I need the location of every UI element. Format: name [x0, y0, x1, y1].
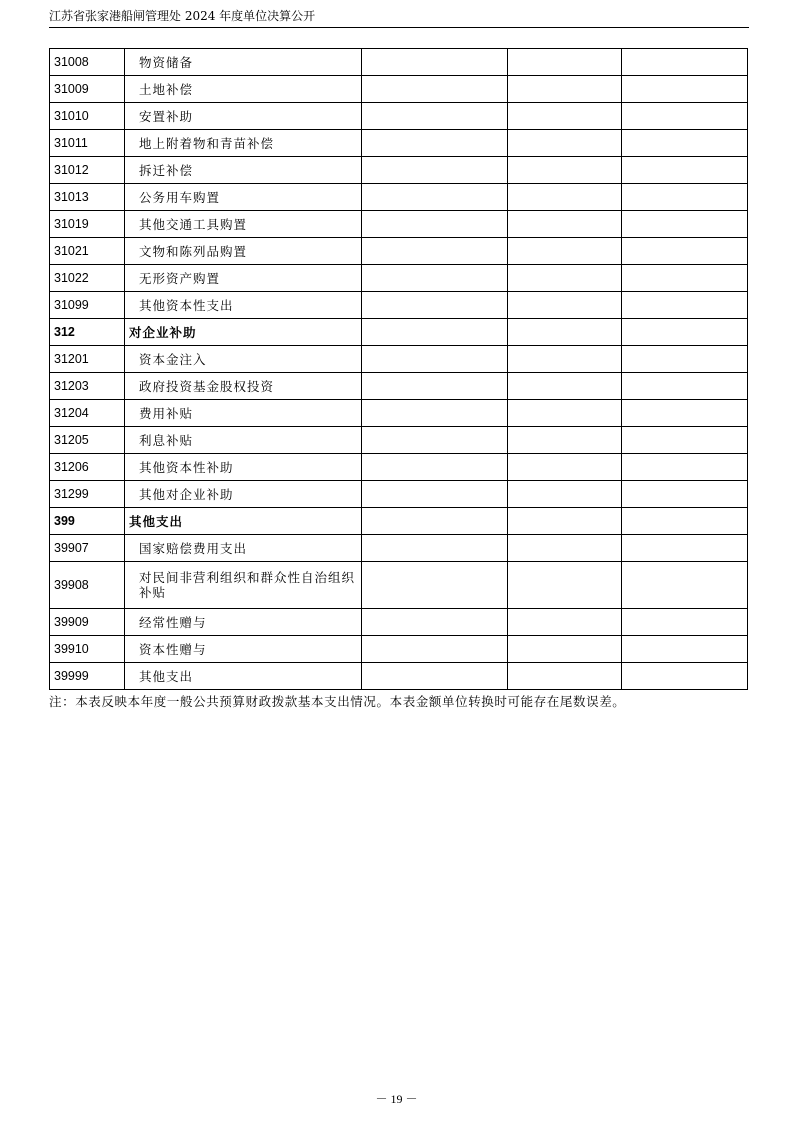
table-row [50, 103, 748, 130]
amount-cell [362, 265, 508, 292]
amount-cell [508, 609, 622, 636]
amount-cell [508, 103, 622, 130]
subject-name-cell: 其他交通工具购置 [125, 211, 362, 238]
amount-cell [362, 454, 508, 481]
amount-cell [508, 238, 622, 265]
table-row [50, 400, 748, 427]
table-row [50, 265, 748, 292]
amount-cell [508, 211, 622, 238]
subject-code-cell: 31009 [50, 76, 125, 103]
amount-cell [508, 663, 622, 690]
amount-cell [508, 346, 622, 373]
table-row [50, 454, 748, 481]
amount-cell [362, 292, 508, 319]
amount-cell [622, 130, 748, 157]
page-number: － 19 － [375, 1092, 418, 1106]
amount-cell [622, 373, 748, 400]
subject-name-cell: 其他支出 [125, 508, 362, 535]
amount-cell [622, 103, 748, 130]
subject-code-cell: 31013 [50, 184, 125, 211]
amount-cell [508, 157, 622, 184]
amount-cell [622, 265, 748, 292]
amount-cell [622, 346, 748, 373]
subject-name-cell: 其他对企业补助 [125, 481, 362, 508]
table-row [50, 157, 748, 184]
subject-code-cell: 31299 [50, 481, 125, 508]
subject-code-cell: 31008 [50, 49, 125, 76]
subject-name-cell: 国家赔偿费用支出 [125, 535, 362, 562]
table-body [50, 49, 748, 690]
amount-cell [622, 238, 748, 265]
subject-code-cell: 39908 [50, 562, 125, 609]
subject-code-cell: 31201 [50, 346, 125, 373]
amount-cell [362, 562, 508, 609]
category-row [50, 319, 748, 346]
amount-cell [362, 157, 508, 184]
amount-cell [508, 184, 622, 211]
amount-cell [508, 400, 622, 427]
table-row [50, 663, 748, 690]
amount-cell [362, 663, 508, 690]
table-row [50, 76, 748, 103]
amount-cell [508, 636, 622, 663]
subject-name-cell: 拆迁补偿 [125, 157, 362, 184]
subject-name-cell: 公务用车购置 [125, 184, 362, 211]
subject-code-cell: 31010 [50, 103, 125, 130]
amount-cell [622, 157, 748, 184]
amount-cell [508, 265, 622, 292]
table-row [50, 211, 748, 238]
amount-cell [362, 319, 508, 346]
table-row [50, 373, 748, 400]
subject-name-cell: 无形资产购置 [125, 265, 362, 292]
subject-name-cell: 资本性赠与 [125, 636, 362, 663]
table-row [50, 535, 748, 562]
subject-code-cell: 39907 [50, 535, 125, 562]
amount-cell [508, 49, 622, 76]
subject-code-cell: 31206 [50, 454, 125, 481]
amount-cell [362, 238, 508, 265]
subject-name-cell: 费用补贴 [125, 400, 362, 427]
amount-cell [508, 130, 622, 157]
table-row [50, 292, 748, 319]
subject-name-cell: 物资储备 [125, 49, 362, 76]
amount-cell [362, 211, 508, 238]
amount-cell [362, 609, 508, 636]
amount-cell [508, 427, 622, 454]
subject-code-cell: 39999 [50, 663, 125, 690]
amount-cell [622, 400, 748, 427]
amount-cell [622, 292, 748, 319]
amount-cell [508, 454, 622, 481]
table-row [50, 238, 748, 265]
subject-code-cell: 39910 [50, 636, 125, 663]
category-row [50, 508, 748, 535]
subject-name-cell: 土地补偿 [125, 76, 362, 103]
amount-cell [508, 292, 622, 319]
amount-cell [622, 76, 748, 103]
subject-name-cell: 其他支出 [125, 663, 362, 690]
subject-code-cell: 31012 [50, 157, 125, 184]
subject-name-cell: 文物和陈列品购置 [125, 238, 362, 265]
table-row [50, 427, 748, 454]
amount-cell [622, 535, 748, 562]
amount-cell [362, 49, 508, 76]
subject-code-cell: 39909 [50, 609, 125, 636]
subject-name-cell: 经常性赠与 [125, 609, 362, 636]
running-header: 江苏省张家港船闸管理处 2024 年度单位决算公开 [49, 8, 749, 28]
expenditure-table [49, 48, 748, 690]
subject-name-cell: 其他资本性补助 [125, 454, 362, 481]
amount-cell [362, 130, 508, 157]
amount-cell [362, 636, 508, 663]
subject-name-cell: 地上附着物和青苗补偿 [125, 130, 362, 157]
table-row [50, 130, 748, 157]
amount-cell [362, 427, 508, 454]
amount-cell [362, 76, 508, 103]
subject-name-cell: 安置补助 [125, 103, 362, 130]
amount-cell [622, 609, 748, 636]
amount-cell [362, 508, 508, 535]
amount-cell [362, 400, 508, 427]
table-row [50, 481, 748, 508]
table-row [50, 562, 748, 609]
amount-cell [362, 184, 508, 211]
amount-cell [508, 76, 622, 103]
amount-cell [362, 535, 508, 562]
subject-code-cell: 31011 [50, 130, 125, 157]
table-note: 注：本表反映本年度一般公共预算财政拨款基本支出情况。本表金额单位转换时可能存在尾数误差。 [49, 694, 626, 709]
amount-cell [622, 481, 748, 508]
amount-cell [622, 211, 748, 238]
amount-cell [508, 481, 622, 508]
subject-name-cell: 对民间非营利组织和群众性自治组织补贴 [125, 562, 362, 609]
amount-cell [622, 562, 748, 609]
table-row [50, 609, 748, 636]
amount-cell [622, 454, 748, 481]
subject-name-cell: 对企业补助 [125, 319, 362, 346]
subject-code-cell: 31203 [50, 373, 125, 400]
amount-cell [508, 373, 622, 400]
table-row [50, 636, 748, 663]
amount-cell [508, 562, 622, 609]
subject-name-cell: 其他资本性支出 [125, 292, 362, 319]
subject-code-cell: 31021 [50, 238, 125, 265]
amount-cell [622, 663, 748, 690]
amount-cell [622, 636, 748, 663]
amount-cell [362, 346, 508, 373]
subject-code-cell: 399 [50, 508, 125, 535]
subject-name-cell: 利息补贴 [125, 427, 362, 454]
table-row [50, 49, 748, 76]
subject-code-cell: 31204 [50, 400, 125, 427]
amount-cell [508, 508, 622, 535]
subject-name-cell: 资本金注入 [125, 346, 362, 373]
subject-code-cell: 31019 [50, 211, 125, 238]
amount-cell [622, 184, 748, 211]
amount-cell [508, 319, 622, 346]
amount-cell [362, 103, 508, 130]
amount-cell [622, 49, 748, 76]
amount-cell [508, 535, 622, 562]
table-row [50, 346, 748, 373]
amount-cell [622, 319, 748, 346]
subject-code-cell: 31022 [50, 265, 125, 292]
amount-cell [622, 508, 748, 535]
subject-name-cell: 政府投资基金股权投资 [125, 373, 362, 400]
amount-cell [362, 481, 508, 508]
subject-code-cell: 31099 [50, 292, 125, 319]
amount-cell [362, 373, 508, 400]
subject-code-cell: 312 [50, 319, 125, 346]
amount-cell [622, 427, 748, 454]
table-row [50, 184, 748, 211]
subject-code-cell: 31205 [50, 427, 125, 454]
